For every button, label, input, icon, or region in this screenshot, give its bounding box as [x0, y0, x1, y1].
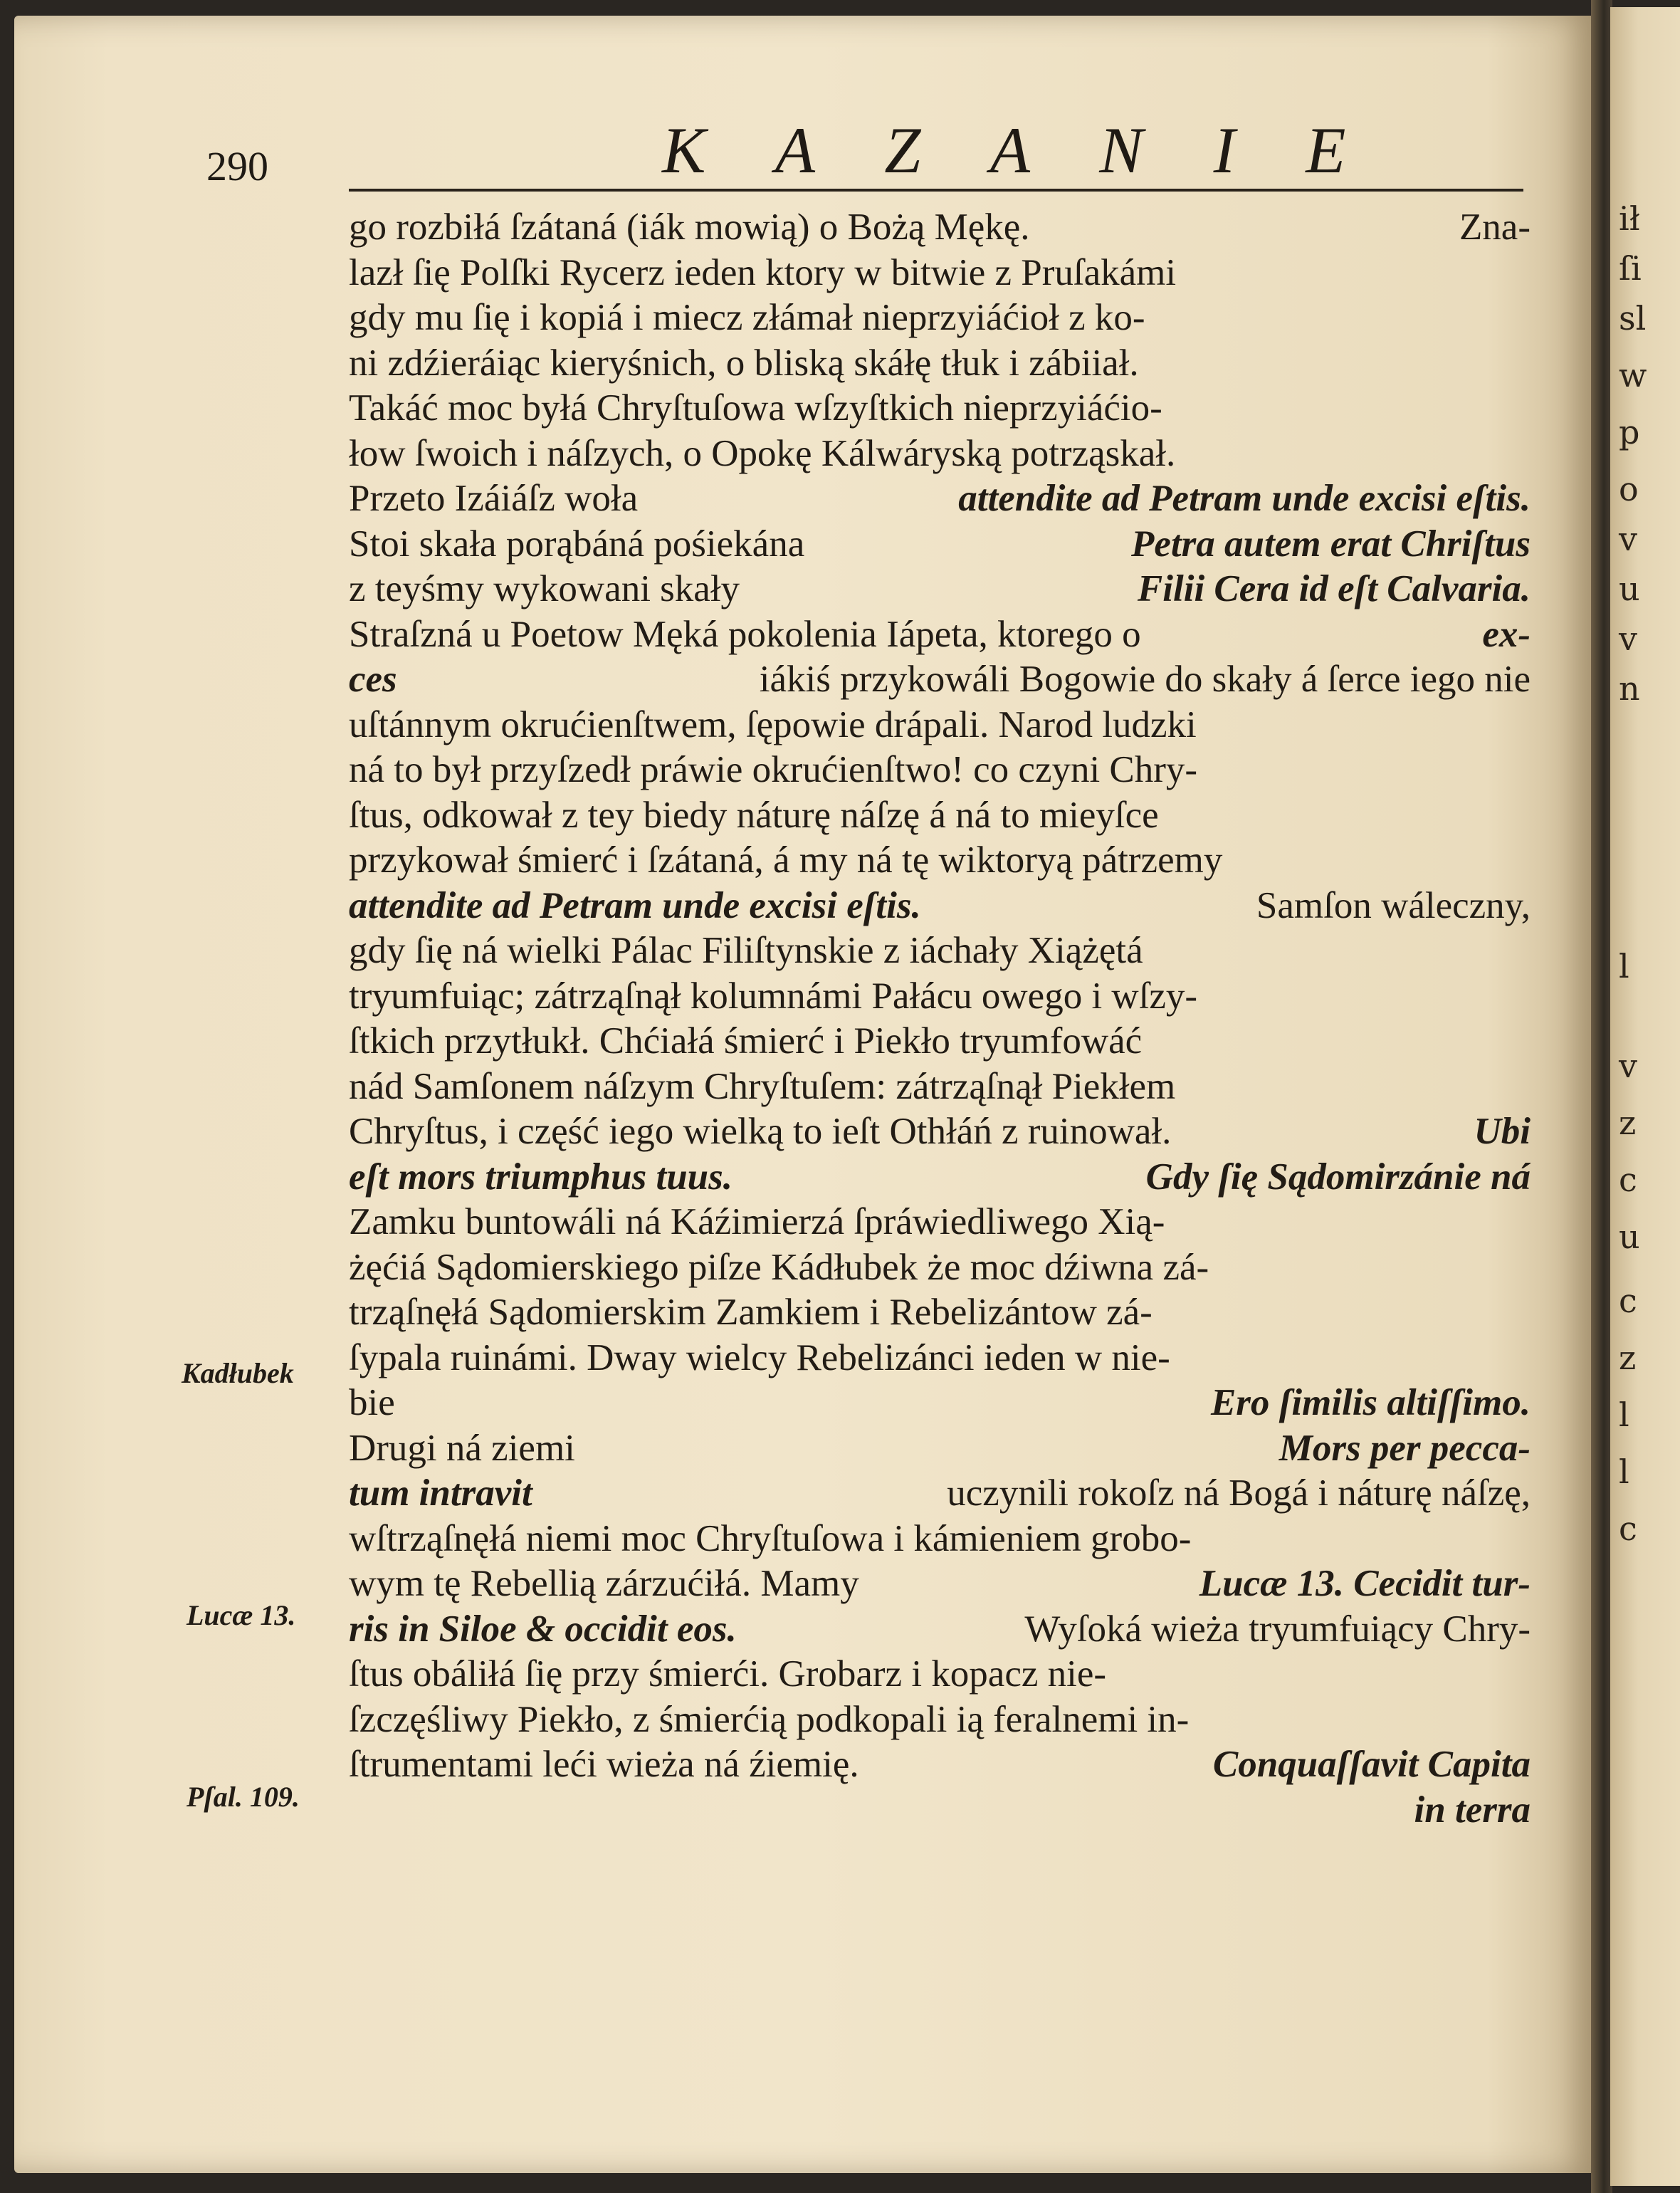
- next-page-fragment: ił: [1619, 199, 1640, 238]
- text-line: [349, 522, 1531, 567]
- text-line: [349, 884, 1531, 929]
- text-line: [349, 657, 1531, 703]
- text-line: [349, 1697, 1531, 1743]
- next-page-fragment: w: [1619, 356, 1647, 394]
- next-page-fragment: v: [1619, 619, 1637, 658]
- text-line-segment: tryumfuiąc; zátrząſnął kolumnámi Pałácu owego i wſzy-: [349, 975, 1198, 1017]
- text-line-segment: attendite ad Petram unde excisi eſtis.: [349, 884, 921, 926]
- text-line-segment: uſtánnym okrućienſtwem, ſępowie drápali. Narod ludzki: [349, 703, 1197, 745]
- text-line: [349, 1336, 1531, 1381]
- text-line-segment: Conquaſſavit Capita: [1212, 1744, 1531, 1785]
- text-line: [349, 476, 1531, 522]
- text-line-segment: Chryſtus, i część iego wielką to ieſt Othłáń z ruinował.: [349, 1111, 1172, 1152]
- next-page-fragment: c: [1619, 1509, 1637, 1548]
- next-page-fragment: o: [1619, 470, 1639, 508]
- text-line: [349, 974, 1531, 1020]
- text-line: [349, 1200, 1531, 1245]
- text-line: [349, 1426, 1531, 1472]
- text-line-segment: żęćiá Sądomierskiego piſze Kádłubek że moc dźiwna zá-: [349, 1246, 1209, 1288]
- next-page-fragment: l: [1619, 1453, 1629, 1491]
- text-line-segment: Drugi ná ziemi: [349, 1427, 575, 1469]
- next-page-fragment: l: [1619, 1396, 1629, 1434]
- running-header-title: K A Z A N I E: [662, 114, 1373, 187]
- text-line-segment: Filii Cera id eſt Calvaria.: [1137, 568, 1531, 609]
- next-page-fragment: v: [1619, 520, 1637, 558]
- header-rule: [349, 189, 1523, 192]
- text-line-segment: z teyśmy wykowani skały: [349, 568, 740, 609]
- next-page-fragment: n: [1619, 669, 1640, 708]
- text-line-segment: Samſon wáleczny,: [1256, 884, 1531, 926]
- text-line-segment: eſt mors triumphus tuus.: [349, 1156, 733, 1198]
- text-line-segment: ſtrumentami leći wieża ná źiemię.: [349, 1744, 859, 1785]
- next-page-fragment: z: [1619, 1104, 1637, 1142]
- text-line-segment: attendite ad Petram unde excisi eſtis.: [958, 478, 1531, 519]
- text-line: [349, 928, 1531, 974]
- text-line: [349, 431, 1531, 477]
- text-line-segment: Zna-: [1459, 206, 1531, 248]
- text-line: [349, 295, 1531, 341]
- text-line: [349, 567, 1531, 612]
- next-page-fragment: l: [1619, 947, 1629, 985]
- page-number: 290: [206, 143, 268, 189]
- text-line-segment: Ero ſimilis altiſſimo.: [1210, 1382, 1531, 1423]
- text-line-segment: trząſnęłá Sądomierskim Zamkiem i Rebelizántow zá-: [349, 1292, 1153, 1333]
- text-line-segment: in terra: [1414, 1789, 1531, 1831]
- margin-note-psalm: Pſal. 109.: [187, 1781, 300, 1813]
- next-page-fragment: sl: [1619, 299, 1647, 337]
- text-line-segment: Wyſoká wieża tryumfuiący Chry-: [1024, 1608, 1531, 1650]
- next-page-fragment: ſi: [1619, 249, 1642, 288]
- text-line: [349, 1471, 1531, 1517]
- text-line: [349, 703, 1531, 748]
- text-line: [349, 1109, 1531, 1155]
- text-line: [349, 838, 1531, 884]
- text-line-segment: ſypala ruinámi. Dway wielcy Rebelizánci ieden w nie-: [349, 1336, 1170, 1378]
- next-page-fragment: p: [1619, 413, 1640, 451]
- text-line: [349, 1381, 1531, 1426]
- text-line-segment: ces: [349, 659, 397, 700]
- text-line-segment: ſtus, odkował z tey biedy náturę náſzę á ná to mieyſce: [349, 794, 1159, 836]
- next-page-fragment: v: [1619, 1047, 1637, 1085]
- text-line: [349, 1290, 1531, 1336]
- text-line: [349, 612, 1531, 658]
- next-page-fragment: z: [1619, 1339, 1637, 1377]
- text-line-segment: gdy mu ſię i kopiá i miecz złámał nieprzyiáćioł z ko-: [349, 297, 1145, 338]
- text-line-segment: Lucæ 13. Cecidit tur-: [1199, 1563, 1531, 1604]
- text-line-segment: Mors per pecca-: [1279, 1427, 1531, 1469]
- text-line-segment: wym tę Rebellią zárzućiłá. Mamy: [349, 1563, 859, 1604]
- book-gutter: [1591, 0, 1612, 2193]
- text-line-segment: Gdy ſię Sądomirzánie ná: [1145, 1156, 1531, 1198]
- next-page-edge: [1610, 7, 1680, 2186]
- text-line: [349, 1561, 1531, 1607]
- text-line: [349, 1788, 1531, 1833]
- margin-note-kadlubek: Kadłubek: [182, 1357, 294, 1389]
- text-line: [349, 748, 1531, 793]
- text-line: [349, 341, 1531, 387]
- next-page-fragment: u: [1619, 570, 1640, 608]
- margin-note-luke: Lucæ 13.: [187, 1599, 296, 1631]
- text-line-segment: ſtus obáliłá ſię przy śmierći. Grobarz i kopacz nie-: [349, 1653, 1107, 1695]
- text-line: [349, 205, 1531, 251]
- text-line-segment: Przeto Izáiáſz woła: [349, 478, 639, 519]
- text-line-segment: ſzczęśliwy Piekło, z śmierćią podkopali ią feralnemi in-: [349, 1698, 1190, 1740]
- text-line: [349, 1155, 1531, 1200]
- text-line-segment: gdy ſię ná wielki Pálac Filiſtynskie z iáchały Xiążętá: [349, 930, 1143, 971]
- text-line-segment: nád Samſonem náſzym Chryſtuſem: zátrząſnął Piekłem: [349, 1065, 1176, 1107]
- text-line-segment: uczynili rokoſz ná Bogá i náturę náſzę,: [947, 1472, 1531, 1514]
- text-line-segment: Stoi skała porąbáná pośiekána: [349, 523, 805, 565]
- next-page-fragment: c: [1619, 1282, 1637, 1320]
- text-line: [349, 1064, 1531, 1110]
- text-line-segment: go rozbiłá ſzátaná (iák mowią) o Bożą Mękę.: [349, 206, 1030, 248]
- text-line-segment: wſtrząſnęłá niemi moc Chryſtuſowa i kámieniem grobo-: [349, 1517, 1192, 1559]
- text-line-segment: lazł ſię Polſki Rycerz ieden ktory w bitwie z Pruſakámi: [349, 251, 1177, 293]
- text-line-segment: Ubi: [1474, 1111, 1531, 1152]
- text-line: [349, 386, 1531, 431]
- text-line-segment: ná to był przyſzedł práwie okrućienſtwo! co czyni Chry-: [349, 749, 1198, 790]
- text-line-segment: ris in Siloe & occidit eos.: [349, 1608, 737, 1650]
- text-line: [349, 1517, 1531, 1562]
- text-line-segment: Takáć moc byłá Chryſtuſowa wſzyſtkich nieprzyiáćio-: [349, 387, 1162, 429]
- text-line: [349, 1742, 1531, 1788]
- text-line-segment: ni zdźieráiąc kieryśnich, o bliską skáłę tłuk i zábiiał.: [349, 342, 1139, 384]
- text-line-segment: Straſzná u Poetow Męká pokolenia Iápeta, ktorego o: [349, 613, 1141, 655]
- text-line: [349, 1607, 1531, 1653]
- next-page-fragment: u: [1619, 1218, 1640, 1256]
- text-line-segment: tum intravit: [349, 1472, 532, 1514]
- next-page-fragment: c: [1619, 1161, 1637, 1199]
- text-line-segment: łow ſwoich i náſzych, o Opokę Kálwáryską potrząskał.: [349, 432, 1176, 474]
- text-line: [349, 1652, 1531, 1697]
- text-line-segment: ex-: [1482, 613, 1531, 655]
- text-line-segment: Petra autem erat Chriſtus: [1131, 523, 1531, 565]
- text-line-segment: przykował śmierć i ſzátaná, á my ná tę wiktoryą pátrzemy: [349, 839, 1223, 881]
- text-line: [349, 1019, 1531, 1064]
- text-line: [349, 793, 1531, 839]
- text-line: [349, 251, 1531, 296]
- text-line-segment: iákiś przykowáli Bogowie do skały á ſerce iego nie: [759, 659, 1531, 700]
- text-line-segment: bie: [349, 1382, 395, 1423]
- text-line: [349, 1245, 1531, 1291]
- text-line-segment: ſtkich przytłukł. Chćiałá śmierć i Piekło tryumfowáć: [349, 1020, 1143, 1062]
- sermon-text: [349, 205, 1559, 1833]
- text-line-segment: Zamku buntowáli ná Káźimierzá ſpráwiedliwego Xią-: [349, 1201, 1165, 1242]
